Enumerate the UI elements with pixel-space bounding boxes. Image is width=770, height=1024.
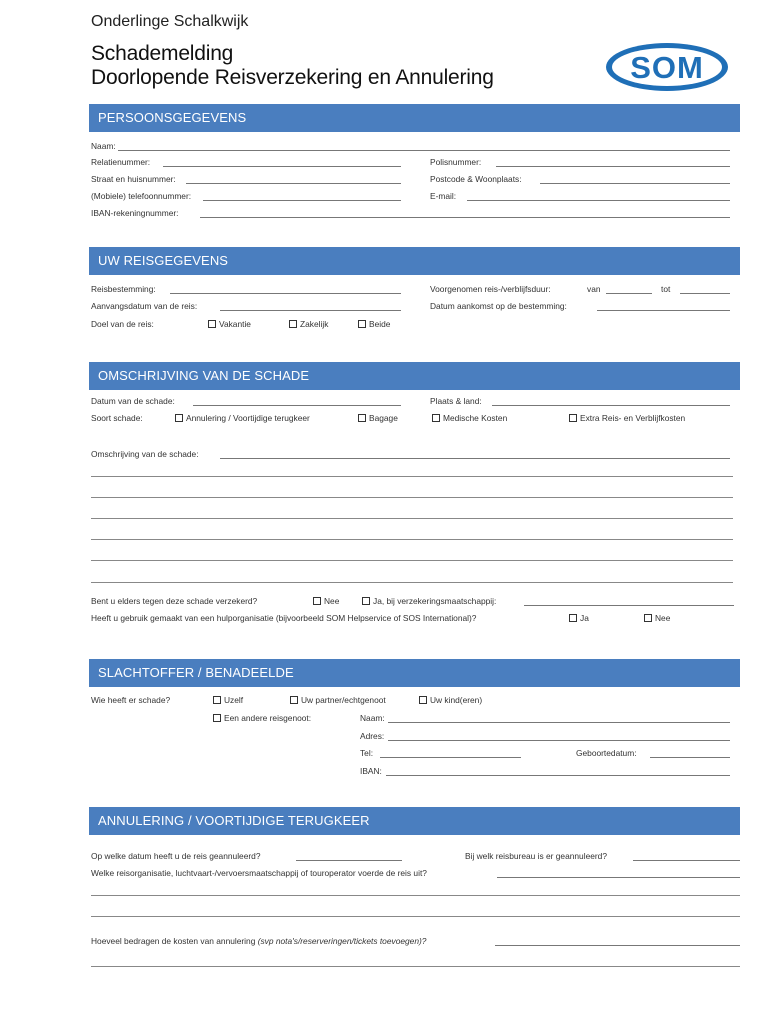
label-reisbureau: Bij welk reisbureau is er geannuleerd? <box>465 851 607 861</box>
bedragen-line[interactable] <box>91 966 740 967</box>
checkbox-box[interactable] <box>358 320 366 328</box>
field-telefoon[interactable] <box>203 200 401 201</box>
field-tot[interactable] <box>680 293 730 294</box>
logo-text: SOM <box>630 50 704 85</box>
checkbox-box[interactable] <box>569 414 577 422</box>
field-reisbestemming[interactable] <box>170 293 401 294</box>
checkbox-bagage-label: Bagage <box>369 413 398 423</box>
checkbox-elders-nee[interactable] <box>313 596 339 607</box>
label-omschrijving: Omschrijving van de schade: <box>91 449 199 459</box>
label-reisbestemming: Reisbestemming: <box>91 284 156 294</box>
checkbox-box[interactable] <box>208 320 216 328</box>
checkbox-elders-nee-label: Nee <box>324 596 340 606</box>
field-plaats-land[interactable] <box>492 405 730 406</box>
omschrijving-line[interactable] <box>91 476 733 477</box>
section-slachtoffer: SLACHTOFFER / BENADEELDE <box>89 659 740 687</box>
checkbox-beide-label: Beide <box>369 319 391 329</box>
checkbox-hulp-nee-label: Nee <box>655 613 671 623</box>
checkbox-extra-kosten-label: Extra Reis- en Verblijfkosten <box>580 413 686 423</box>
checkbox-annulering-label: Annulering / Voortijdige terugkeer <box>186 413 310 423</box>
field-aankomst[interactable] <box>597 310 730 311</box>
reisorganisatie-line[interactable] <box>91 916 740 917</box>
label-hulporganisatie: Heeft u gebruik gemaakt van een hulporganisatie (bijvoorbeeld SOM Helpservice of SOS International)? <box>91 613 477 623</box>
label-doel: Doel van de reis: <box>91 319 154 329</box>
som-logo <box>604 39 731 93</box>
checkbox-box[interactable] <box>358 414 366 422</box>
checkbox-bagage[interactable] <box>358 413 398 424</box>
form-title-line1: Schademelding <box>91 42 234 65</box>
field-reisorganisatie[interactable] <box>497 877 740 878</box>
field-email[interactable] <box>467 200 730 201</box>
field-annuleringsdatum[interactable] <box>296 860 402 861</box>
checkbox-uzelf-label: Uzelf <box>224 695 244 705</box>
label-relatienummer: Relatienummer: <box>91 157 151 167</box>
reisorganisatie-line[interactable] <box>91 895 740 896</box>
field-bedragen[interactable] <box>495 945 740 946</box>
label-email: E-mail: <box>430 191 457 201</box>
checkbox-hulp-ja-label: Ja <box>580 613 589 623</box>
checkbox-elders-ja[interactable] <box>362 596 496 607</box>
checkbox-hulp-nee[interactable] <box>644 613 670 624</box>
label-reisorganisatie: Welke reisorganisatie, luchtvaart-/vervoersmaatschappij of touroperator voerde de reis uit? <box>91 868 427 878</box>
checkbox-box[interactable] <box>644 614 652 622</box>
label-van: van <box>587 284 601 294</box>
checkbox-andere-reisgenoot-label: Een andere reisgenoot: <box>224 713 312 723</box>
form-title <box>91 42 494 90</box>
section-omschrijving-schade: OMSCHRIJVING VAN DE SCHADE <box>89 362 740 390</box>
label-slachtoffer-iban: IBAN: <box>360 766 382 776</box>
checkbox-kinderen[interactable] <box>419 695 482 706</box>
organization-name: Onderlinge Schalkwijk <box>91 13 249 30</box>
checkbox-vakantie-label: Vakantie <box>219 319 251 329</box>
section-reisgegevens: UW REISGEGEVENS <box>89 247 740 275</box>
field-van[interactable] <box>606 293 652 294</box>
field-slachtoffer-adres[interactable] <box>388 740 730 741</box>
field-omschrijving[interactable] <box>220 458 730 459</box>
checkbox-kinderen-label: Uw kind(eren) <box>430 695 483 705</box>
label-tot: tot <box>661 284 671 294</box>
field-straat[interactable] <box>186 183 401 184</box>
label-annuleringsdatum: Op welke datum heeft u de reis geannuleerd? <box>91 851 261 861</box>
label-straat: Straat en huisnummer: <box>91 174 176 184</box>
label-geboortedatum: Geboortedatum: <box>576 748 637 758</box>
label-plaats-land: Plaats & land: <box>430 396 482 406</box>
checkbox-box[interactable] <box>362 597 370 605</box>
omschrijving-line[interactable] <box>91 560 733 561</box>
label-aanvangsdatum: Aanvangsdatum van de reis: <box>91 301 198 311</box>
checkbox-partner-label: Uw partner/echtgenoot <box>301 695 386 705</box>
label-datum-schade: Datum van de schade: <box>91 396 175 406</box>
label-reisduur: Voorgenomen reis-/verblijfsduur: <box>430 284 551 294</box>
checkbox-box[interactable] <box>289 320 297 328</box>
field-postcode[interactable] <box>540 183 730 184</box>
omschrijving-line[interactable] <box>91 497 733 498</box>
section-persoonsgegevens: PERSOONSGEGEVENS <box>89 104 740 132</box>
checkbox-box[interactable] <box>313 597 321 605</box>
field-relatienummer[interactable] <box>163 166 401 167</box>
checkbox-medische-kosten-label: Medische Kosten <box>443 413 508 423</box>
checkbox-medische-kosten[interactable] <box>432 413 507 424</box>
label-soort-schade: Soort schade: <box>91 413 143 423</box>
field-iban[interactable] <box>200 217 730 218</box>
field-slachtoffer-tel[interactable] <box>380 757 521 758</box>
label-naam: Naam: <box>91 141 116 151</box>
field-aanvangsdatum[interactable] <box>220 310 401 311</box>
label-slachtoffer-adres: Adres: <box>360 731 385 741</box>
checkbox-zakelijk-label: Zakelijk <box>300 319 329 329</box>
label-iban: IBAN-rekeningnummer: <box>91 208 179 218</box>
checkbox-annulering[interactable] <box>175 413 310 424</box>
label-slachtoffer-tel: Tel: <box>360 748 374 758</box>
checkbox-box[interactable] <box>175 414 183 422</box>
field-slachtoffer-iban[interactable] <box>386 775 730 776</box>
checkbox-box[interactable] <box>569 614 577 622</box>
omschrijving-line[interactable] <box>91 518 733 519</box>
label-polisnummer: Polisnummer: <box>430 157 482 167</box>
label-wie-schade: Wie heeft er schade? <box>91 695 171 705</box>
label-aankomst: Datum aankomst op de bestemming: <box>430 301 567 311</box>
checkbox-partner[interactable] <box>290 695 386 706</box>
label-slachtoffer-naam: Naam: <box>360 713 385 723</box>
checkbox-elders-ja-label: Ja, bij verzekeringsmaatschappij: <box>373 596 497 606</box>
label-bedragen-note: (svp nota's/reserveringen/tickets toevoegen)? <box>257 936 427 946</box>
checkbox-hulp-ja[interactable] <box>569 613 589 624</box>
checkbox-box[interactable] <box>213 714 221 722</box>
field-polisnummer[interactable] <box>496 166 730 167</box>
label-elders-verzekerd: Bent u elders tegen deze schade verzekerd? <box>91 596 258 606</box>
checkbox-uzelf[interactable] <box>213 695 243 706</box>
checkbox-box[interactable] <box>419 696 427 704</box>
checkbox-beide[interactable] <box>358 319 390 330</box>
label-telefoon: (Mobiele) telefoonnummer: <box>91 191 192 201</box>
checkbox-zakelijk[interactable] <box>289 319 328 330</box>
checkbox-vakantie[interactable] <box>208 319 251 330</box>
checkbox-extra-kosten[interactable] <box>569 413 685 424</box>
checkbox-box[interactable] <box>290 696 298 704</box>
field-slachtoffer-naam[interactable] <box>388 722 730 723</box>
section-annulering: ANNULERING / VOORTIJDIGE TERUGKEER <box>89 807 740 835</box>
checkbox-andere-reisgenoot[interactable] <box>213 713 311 724</box>
field-verzekeringsmaatschappij[interactable] <box>524 605 734 606</box>
label-postcode: Postcode & Woonplaats: <box>430 174 522 184</box>
checkbox-box[interactable] <box>213 696 221 704</box>
label-bedragen-text: Hoeveel bedragen de kosten van annulering <box>91 936 256 946</box>
field-naam[interactable] <box>118 150 730 151</box>
form-title-line2: Doorlopende Reisverzekering en Annulering <box>91 66 494 89</box>
field-datum-schade[interactable] <box>193 405 401 406</box>
field-reisbureau[interactable] <box>633 860 740 861</box>
label-bedragen <box>91 936 426 947</box>
omschrijving-line[interactable] <box>91 582 733 583</box>
checkbox-box[interactable] <box>432 414 440 422</box>
field-geboortedatum[interactable] <box>650 757 730 758</box>
omschrijving-line[interactable] <box>91 539 733 540</box>
